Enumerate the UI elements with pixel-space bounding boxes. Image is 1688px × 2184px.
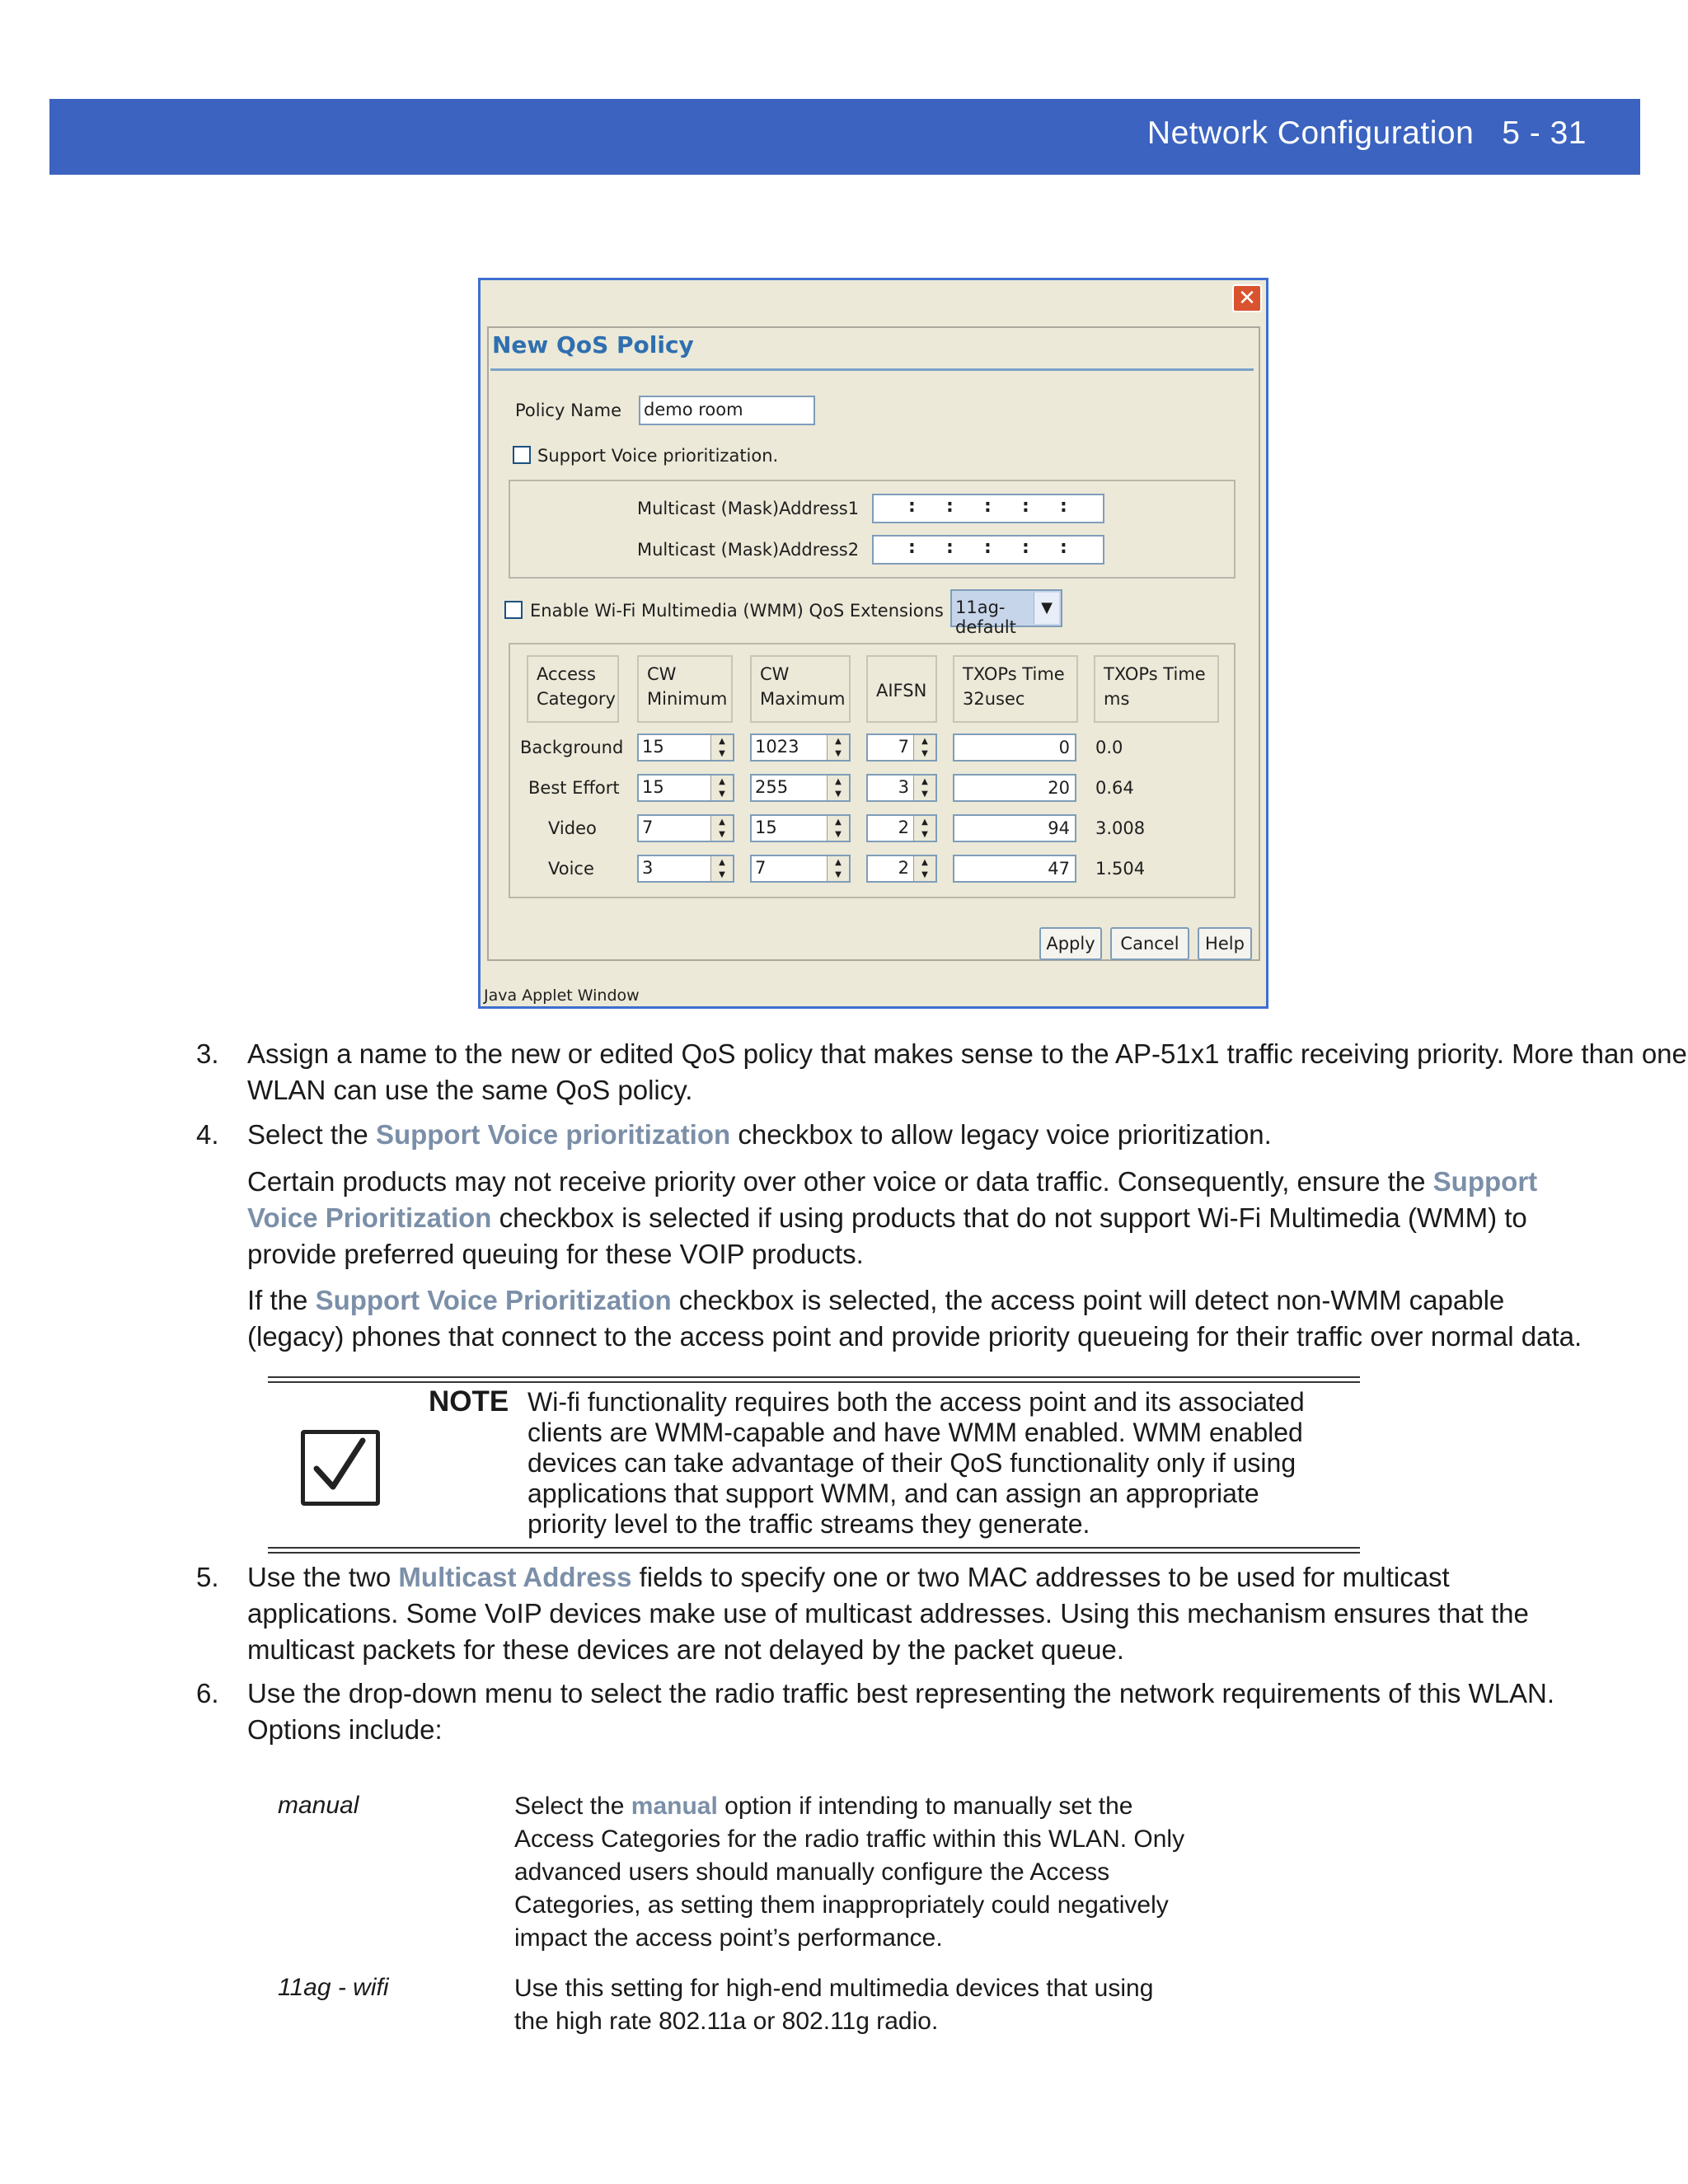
- spinner-arrows-icon: ▲ ▼: [827, 856, 849, 881]
- row-category: Video: [548, 818, 597, 838]
- step-6-text: Use the drop-down menu to select the radio traffic best representing the network requirements of this WLAN. Options include:: [247, 1678, 1555, 1745]
- step-4-paragraph-1: Certain products may not receive priority over other voice or data traffic. Consequently, ensure the Support Voice Prioritization checkbox is selected if using products that do not support Wi-Fi Multimedia (WMM) to provide preferred queuing for these VOIP products.: [247, 1166, 1538, 1269]
- spinner-arrows-icon: ▲ ▼: [710, 856, 733, 881]
- aifsn-spinner[interactable]: 7 ▲ ▼: [866, 733, 937, 762]
- option-term-manual: manual: [278, 1792, 359, 1819]
- spinner-arrows-icon: ▲ ▼: [913, 776, 935, 800]
- wmm-profile-select[interactable]: [950, 589, 1062, 637]
- page-header: [49, 99, 1640, 175]
- note-top-rule-2: [268, 1381, 1360, 1383]
- row-category: Voice: [548, 859, 594, 879]
- txop-32usec-input[interactable]: 20: [953, 774, 1076, 802]
- policy-name-label: Policy Name: [515, 401, 622, 420]
- aifsn-spinner[interactable]: 2 ▲ ▼: [866, 814, 937, 842]
- col-header-txops-32usec: TXOPs Time 32usec: [953, 655, 1078, 723]
- txop-32usec-input[interactable]: 0: [953, 733, 1076, 762]
- step-5-number: 5.: [196, 1562, 219, 1592]
- support-voice-checkbox[interactable]: [513, 446, 531, 464]
- note-bottom-rule-2: [268, 1552, 1360, 1554]
- row-category: Background: [520, 738, 624, 757]
- note-top-rule: [268, 1376, 1360, 1378]
- cancel-button[interactable]: Cancel: [1110, 927, 1189, 960]
- spinner-arrows-icon: ▲ ▼: [827, 776, 849, 800]
- step-4-text: Select the Support Voice prioritization checkbox to allow legacy voice prioritization.: [247, 1119, 1272, 1150]
- col-header-access-category: Access Category: [527, 655, 619, 723]
- step-3-number: 3.: [196, 1038, 219, 1069]
- step-4-number: 4.: [196, 1119, 219, 1150]
- cw-min-spinner[interactable]: 15 ▲ ▼: [637, 774, 734, 802]
- step-3-line2: WLAN can use the same QoS policy.: [247, 1075, 693, 1105]
- cw-min-spinner[interactable]: 15 ▲ ▼: [637, 733, 734, 762]
- col-header-txops-ms: TXOPs Time ms: [1094, 655, 1219, 723]
- aifsn-spinner[interactable]: 2 ▲ ▼: [866, 855, 937, 883]
- wmm-checkbox[interactable]: [504, 601, 523, 619]
- step-5-text: Use the two Multicast Address fields to specify one or two MAC addresses to be used for multicast applications. Some VoIP devices make use of multicast addresses. Using this mechanism ensures that the multicast packets for these devices are not delayed by the packet queue.: [247, 1562, 1529, 1665]
- txop-ms-value: 0.0: [1095, 738, 1123, 757]
- aifsn-spinner[interactable]: 3 ▲ ▼: [866, 774, 937, 802]
- col-header-cw-max: CW Maximum: [750, 655, 851, 723]
- policy-name-input[interactable]: demo room: [639, 396, 815, 425]
- spinner-arrows-icon: ▲ ▼: [827, 816, 849, 841]
- status-bar-text: Java Applet Window: [484, 987, 640, 1005]
- cw-max-spinner[interactable]: 15 ▲ ▼: [750, 814, 851, 842]
- cw-min-spinner[interactable]: 3 ▲ ▼: [637, 855, 734, 883]
- note-label: NOTE: [429, 1385, 509, 1418]
- dialog-title: New QoS Policy: [492, 331, 694, 359]
- close-icon[interactable]: ✕: [1232, 284, 1262, 312]
- option-desc-manual: Select the manual option if intending to manually set the Access Categories for the radio traffic within this WLAN. Only advanced users should manually configure the Access Categories, as setting them inappropriately could negatively impact the access point’s performance.: [514, 1793, 1185, 1952]
- support-voice-label: Support Voice prioritization.: [537, 446, 779, 466]
- cw-max-spinner[interactable]: 255 ▲ ▼: [750, 774, 851, 802]
- qos-policy-dialog: [478, 278, 1268, 1009]
- note-text: Wi-fi functionality requires both the access point and its associated clients are WMM-capable and have WMM enabled. WMM enabled devices can take advantage of their QoS functionality only if using applications that support WMM, and can assign an appropriate priority level to the traffic streams they generate.: [528, 1387, 1305, 1539]
- spinner-arrows-icon: ▲ ▼: [913, 856, 935, 881]
- chevron-down-icon[interactable]: ▼: [1034, 593, 1059, 624]
- txop-32usec-input[interactable]: 94: [953, 814, 1076, 842]
- spinner-arrows-icon: ▲ ▼: [827, 735, 849, 760]
- header-title: [1147, 115, 1587, 152]
- note-bottom-rule: [268, 1547, 1360, 1549]
- option-term-11ag-wifi: 11ag - wifi: [278, 1974, 389, 2001]
- txop-ms-value: 1.504: [1095, 859, 1146, 879]
- spinner-arrows-icon: ▲ ▼: [710, 816, 733, 841]
- multicast1-label: Multicast (Mask)Address1: [637, 499, 860, 518]
- txop-ms-value: 3.008: [1095, 818, 1146, 838]
- step-4-paragraph-2: If the Support Voice Prioritization checkbox is selected, the access point will detect non-WMM capable (legacy) phones that connect to the access point and provide priority queueing for their traffic over normal data.: [247, 1285, 1582, 1352]
- step-6-number: 6.: [196, 1678, 219, 1708]
- spinner-arrows-icon: ▲ ▼: [913, 735, 935, 760]
- multicast1-input[interactable]: : : : : :: [872, 494, 1104, 523]
- cw-min-spinner[interactable]: 7 ▲ ▼: [637, 814, 734, 842]
- txop-32usec-input[interactable]: 47: [953, 855, 1076, 883]
- step-3-line1: Assign a name to the new or edited QoS policy that makes sense to the AP-51x1 traffic receiving priority. More than one: [247, 1038, 1687, 1069]
- spinner-arrows-icon: ▲ ▼: [710, 735, 733, 760]
- spinner-arrows-icon: ▲ ▼: [710, 776, 733, 800]
- checkmark-icon: [301, 1430, 380, 1506]
- multicast2-input[interactable]: : : : : :: [872, 535, 1104, 565]
- multicast2-label: Multicast (Mask)Address2: [637, 540, 860, 560]
- txop-ms-value: 0.64: [1095, 778, 1134, 798]
- row-category: Best Effort: [528, 778, 620, 798]
- help-button[interactable]: Help: [1198, 927, 1252, 960]
- col-header-cw-min: CW Minimum: [637, 655, 733, 723]
- spinner-arrows-icon: ▲ ▼: [913, 816, 935, 841]
- page-number: 5 - 31: [1502, 115, 1587, 151]
- wmm-profile-value: 11ag-default: [955, 598, 1016, 637]
- section-title: Network Configuration: [1146, 115, 1475, 151]
- col-header-aifsn: AIFSN: [866, 655, 937, 723]
- wmm-label: Enable Wi-Fi Multimedia (WMM) QoS Extensions: [530, 601, 944, 621]
- cw-max-spinner[interactable]: 1023 ▲ ▼: [750, 733, 851, 762]
- apply-button[interactable]: Apply: [1039, 927, 1102, 960]
- option-desc-11ag-wifi: Use this setting for high-end multimedia devices that using the high rate 802.11a or 802.11g radio.: [514, 1975, 1154, 2035]
- cw-max-spinner[interactable]: 7 ▲ ▼: [750, 855, 851, 883]
